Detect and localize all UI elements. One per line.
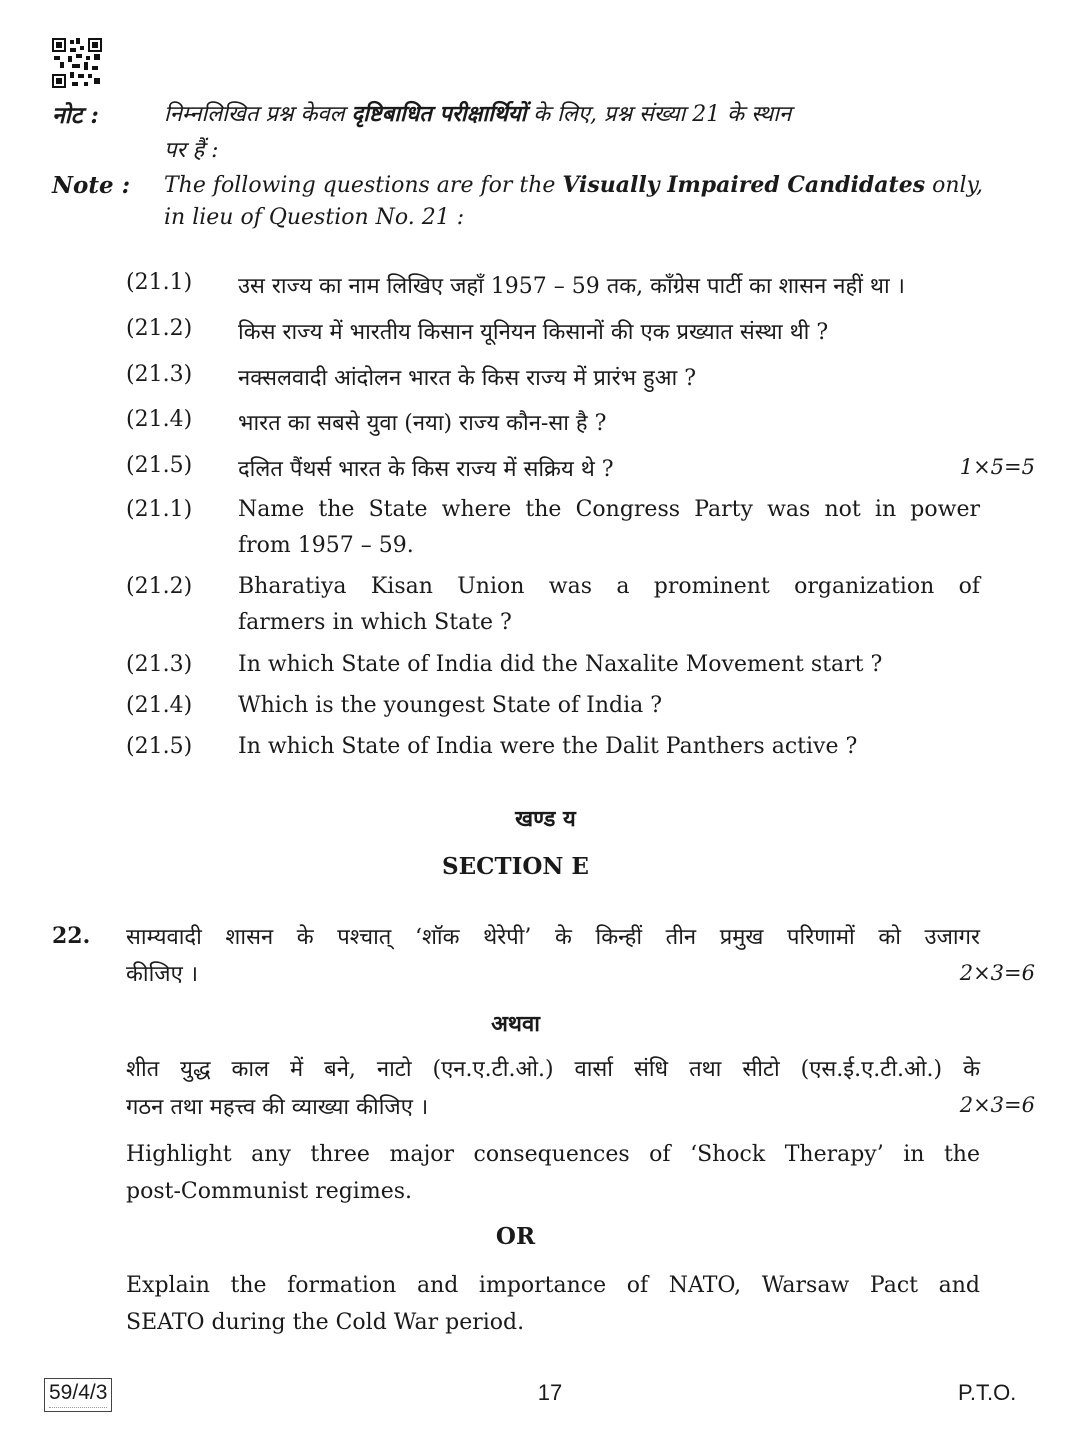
vi-hi-text: नक्सलवादी आंदोलन भारत के किस राज्य में प्रारंभ हुआ ? [238, 366, 696, 391]
vi-en-text-line2: farmers in which State ? [238, 610, 512, 635]
or-heading-hi: अथवा [491, 1011, 540, 1037]
or-heading-en: OR [495, 1223, 536, 1250]
vi-hi-text: भारत का सबसे युवा (नया) राज्य कौन-सा है ? [238, 411, 607, 436]
vi-en-num: (21.3) [126, 652, 193, 677]
note-text-hi [164, 98, 1034, 128]
vi-en-num: (21.5) [126, 734, 193, 759]
q22-en-line2: post-Communist regimes. [126, 1179, 413, 1204]
section-heading-en: SECTION E [442, 853, 589, 880]
vi-hi-num: (21.1) [126, 270, 193, 295]
note-hi-bold: दृष्टिबाधित परीक्षार्थियों [351, 101, 527, 127]
vi-hi-num: (21.4) [126, 407, 193, 432]
pto-label: P.T.O. [958, 1380, 1017, 1405]
vi-en-text: In which State of India did the Naxalite Movement start ? [238, 652, 883, 677]
note-label-hi: नोट : [52, 102, 99, 129]
q22-en-line1: Highlight any three major consequences of ‘Shock Therapy’ in the [126, 1142, 980, 1167]
section-heading-hi: खण्ड य [515, 806, 576, 832]
vi-marks: 1×5=5 [959, 455, 1035, 479]
q22-marks-hi: 2×3=6 [959, 961, 1035, 985]
question-number: 22. [52, 923, 91, 949]
q22-hi-line2: कीजिए । [126, 962, 199, 987]
note-hi-post: के लिए, प्रश्न संख्या 21 के स्थान [526, 102, 792, 127]
vi-hi-num: (21.2) [126, 316, 193, 341]
note-text-hi-line2: पर हैं : [164, 138, 219, 163]
vi-en-text: Bharatiya Kisan Union was a prominent organization of [238, 574, 980, 599]
vi-en-num: (21.2) [126, 574, 193, 599]
note-en-bold: Visually Impaired Candidates [562, 172, 926, 198]
vi-en-text: In which State of India were the Dalit Panthers active ? [238, 734, 858, 759]
note-label-en: Note : [52, 172, 131, 199]
page-number: 17 [537, 1380, 563, 1405]
vi-en-text-line2: from 1957 – 59. [238, 533, 414, 558]
note-text-en [164, 172, 1044, 198]
vi-hi-text: दलित पैंथर्स भारत के किस राज्य में सक्रिय थे ? [238, 457, 614, 482]
note-en-pre: The following questions are for the [164, 173, 563, 198]
paper-code-underline [49, 1407, 107, 1411]
qr-code [52, 38, 102, 88]
vi-hi-text: किस राज्य में भारतीय किसान यूनियन किसानों की एक प्रख्यात संस्था थी ? [238, 320, 829, 345]
q22-alt-hi-line1: शीत युद्ध काल में बने, नाटो (एन.ए.टी.ओ.) वार्सा संधि तथा सीटो (एस.ई.ए.टी.ओ.) के [126, 1057, 980, 1082]
vi-hi-text: उस राज्य का नाम लिखिए जहाँ 1957 – 59 तक, काँग्रेस पार्टी का शासन नहीं था । [238, 274, 905, 299]
q22-alt-en-line2: SEATO during the Cold War period. [126, 1310, 525, 1335]
vi-hi-num: (21.3) [126, 362, 193, 387]
paper-code: 59/4/3 [49, 1381, 108, 1404]
note-text-en-line2: in lieu of Question No. 21 : [164, 205, 465, 230]
q22-marks-alt-hi: 2×3=6 [959, 1093, 1035, 1117]
paper-code-box [44, 1378, 112, 1412]
note-en-post: only, [925, 173, 984, 198]
note-hi-pre: निम्नलिखित प्रश्न केवल [164, 102, 352, 127]
vi-en-text: Which is the youngest State of India ? [238, 693, 663, 718]
q22-hi-line1: साम्यवादी शासन के पश्चात् ‘शॉक थेरेपी’ के किन्हीं तीन प्रमुख परिणामों को उजागर [126, 925, 980, 950]
q22-alt-hi-line2: गठन तथा महत्त्व की व्याख्या कीजिए । [126, 1095, 429, 1120]
q22-alt-en-line1: Explain the formation and importance of NATO, Warsaw Pact and [126, 1273, 980, 1298]
vi-hi-num: (21.5) [126, 453, 193, 478]
vi-en-num: (21.1) [126, 497, 193, 522]
vi-en-text: Name the State where the Congress Party was not in power [238, 497, 980, 522]
vi-en-num: (21.4) [126, 693, 193, 718]
